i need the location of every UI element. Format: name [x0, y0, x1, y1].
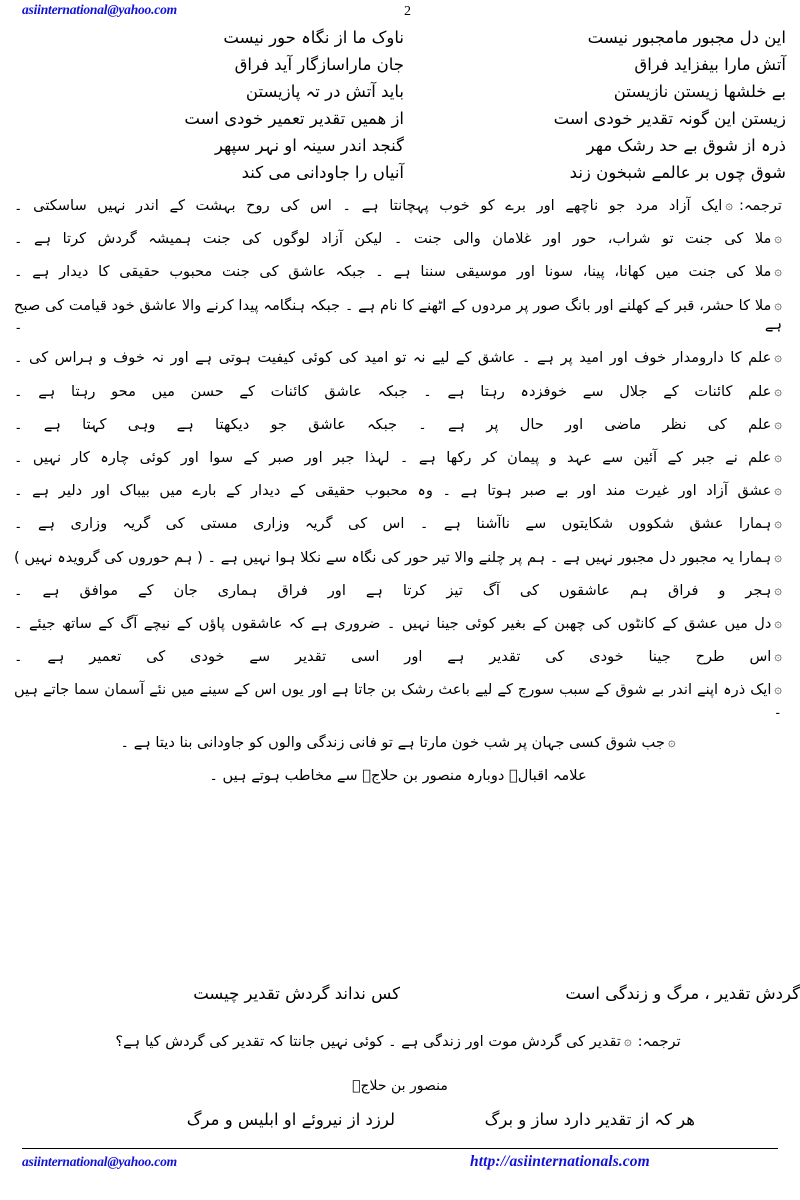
persian-verse-block-bottom-one: [0, 980, 800, 1007]
flower-bullet-icon: ۞: [774, 231, 782, 247]
hemistich-right: این دل مجبور مامجبور نیست: [587, 28, 786, 47]
page-footer: [0, 1154, 800, 1176]
translation-label: ترجمہ:: [738, 197, 782, 214]
flower-bullet-icon: ۞: [774, 582, 782, 598]
flower-bullet-icon: ۞: [774, 383, 782, 399]
verse-couplet: [0, 159, 800, 186]
hemistich-left: گنجد اندر سینہ او نہر سپهر: [214, 136, 404, 155]
verse-couplet: [0, 105, 800, 132]
flower-bullet-icon: ۞: [774, 264, 782, 280]
flower-bullet-icon: ۞: [774, 483, 782, 499]
flower-bullet-icon: ۞: [774, 297, 782, 313]
translation-line: [0, 481, 800, 501]
verse-couplet: [0, 24, 800, 51]
hemistich-right: هر کہ از تقدیر دارد ساز و برگ: [484, 1110, 695, 1129]
urdu-translation-section: [0, 196, 800, 800]
translation-line: [0, 448, 800, 468]
translation-text: دل میں عشق کے کانٹوں کی چھبن کے بغیر کوئی جینا نہیں ۔ ضروری ہے کہ عاشقوں پاؤں کے نیچے آگ کے ساتھ جیئے ۔: [14, 614, 772, 632]
translation-text: علم نے جبر کے آئین سے عہد و پیمان کر رکھا ہے ۔ لہذا جبر اور صبر کے سوا اور کوئی چارہ کار نہیں ۔: [14, 449, 772, 466]
page-number: 2: [404, 4, 411, 19]
flower-bullet-icon: ۞: [774, 516, 782, 532]
hemistich-left: ناوک ما از نگاہ حور نیست: [223, 28, 404, 47]
translation-text: علم کائنات کے جلال سے خوفزدہ رہتا ہے ۔ جبکہ عاشق کائنات کے حسن میں محو رہتا ہے ۔: [14, 382, 772, 400]
translation-line: [0, 296, 800, 335]
hemistich-right: زیستن این گونہ تقدیر خودی است: [553, 109, 786, 128]
translation-text: ملا کی جنت میں کھانا، پینا، سونا اور موسیقی سننا ہے ۔ جبکہ عاشق کی جنت محبوب حقیقی کا دیدار ہے ۔: [14, 263, 772, 281]
translation-line: [0, 348, 800, 368]
flower-bullet-icon: ۞: [774, 549, 782, 565]
closing-note-text: علامہ اقبالؒ دوبارہ منصور بن حلاجؒ سے مخاطب ہوتے ہیں ۔: [209, 767, 587, 785]
translation-text: ایک آزاد مرد جو ناچھے اور برے کو خوب پہچانتا ہے ۔ اس کی روح بہشت کے اندر نہیں ساسکتی ۔: [14, 197, 723, 214]
hemistich-left: کس نداند گردش تقدیر چیست: [193, 984, 400, 1003]
hemistich-left: جان ماراسازگار آید فراق: [234, 55, 404, 74]
hemistich-right: ذرہ از شوق بے حد رشک مهر: [586, 136, 786, 155]
translation-line: [0, 415, 800, 435]
hemistich-left: آنیاں را جاودانی می کند: [241, 163, 404, 182]
translation-text: ایک ذرہ اپنے اندر بے شوق کے سبب سورج کے لیے باعث رشک بن جاتا ہے اور یوں اس کے سینے میں نئے آسمان سما جاتے ہیں ۔: [14, 681, 782, 718]
flower-bullet-icon: ۞: [774, 649, 782, 665]
hemistich-right: گردش تقدیر ، مرگ و زندگی است: [565, 984, 800, 1003]
flower-bullet-icon: ۞: [623, 1034, 632, 1049]
translation-label: ترجمہ:: [637, 1033, 681, 1050]
translation-line: [0, 229, 800, 249]
verse-couplet: [0, 78, 800, 105]
flower-bullet-icon: ۞: [774, 682, 782, 698]
hemistich-right: آتش مارا بیفزاید فراق: [634, 55, 786, 74]
flower-bullet-icon: ۞: [774, 615, 782, 631]
page-header: [0, 2, 800, 24]
translation-line: [0, 680, 800, 719]
translation-text: جب شوق کسی جہان پر شب خون مارتا ہے تو فانی زندگی والوں کو جاودانی بنا دیتا ہے ۔: [120, 734, 665, 752]
footer-email-address: asiinternational@yahoo.com: [22, 1154, 177, 1169]
translation-text: ہمارا یہ مجبور دل مجبور نہیں ہے ۔ ہم پر چلنے والا تیر حور کی نگاہ سے نکلا ہوا نہیں ہے ۔ ( ہم حوروں کی گرویدہ نہیں ): [14, 548, 772, 566]
translation-line: [0, 262, 800, 282]
translation-text: ملا کی جنت تو شراب، حور اور غلامان والی جنت ۔ لیکن آزاد لوگوں کی جنت ہمیشہ گردش کرتا ہے ۔: [14, 230, 772, 248]
translation-line: [0, 548, 800, 568]
translation-line: [0, 581, 800, 601]
flower-bullet-icon: ۞: [774, 350, 782, 366]
translation-text: ہمارا عشق شکووں شکایتوں سے ناآشنا ہے ۔ اس کی گریہ وزاری مستی کی گریہ وزاری ہے ۔: [14, 515, 772, 533]
translation-text: اس طرح جینا خودی کی تقدیر ہے اور اسی تقدیر سے خودی کی تعمیر ہے ۔: [14, 648, 772, 666]
flower-bullet-icon: ۞: [774, 416, 782, 432]
translation-text: علم کی نظر ماضی اور حال پر ہے ۔ جبکہ عاشق جو دیکھتا ہے وہی کہتا ہے ۔: [14, 415, 772, 433]
translation-text: تقدیر کی گردش موت اور زندگی ہے ۔ کوئی نہیں جانتا کہ تقدیر کی گردش کیا ہے؟: [115, 1033, 621, 1050]
persian-verse-block-bottom-two: [0, 1106, 800, 1133]
translation-text: ملا کا حشر، قبر کے کھلنے اور بانگ صور پر مردوں کے اٹھنے کا نام ہے ۔ جبکہ ہنگامہ پیدا کرنے والا عاشق خود قیامت کی صبح ہے ۔: [14, 296, 782, 334]
hemistich-right: شوق چوں بر عالمے شبخون زند: [569, 163, 786, 182]
hemistich-left: لرزد از نیروئے او ابلیس و مرگ: [186, 1110, 395, 1129]
translation-line: [0, 196, 800, 216]
translation-text: عشق آزاد اور غیرت مند اور بے صبر ہوتا ہے ۔ وہ محبوب حقیقی کے دیدار کے بارے میں بیباک اور دلیر ہے ۔: [14, 482, 772, 500]
translation-line: [0, 614, 800, 634]
translation-line: [0, 647, 800, 667]
translation-line: [0, 382, 800, 402]
poet-attribution: منصور بن حلاجؒ: [352, 1078, 448, 1094]
hemistich-left: از همیں تقدیر تعمیر خودی است: [184, 109, 404, 128]
flower-bullet-icon: ۞: [725, 198, 733, 213]
translation-closing-note: [0, 766, 800, 786]
translation-text: ہجر و فراق ہم عاشقوں کی آگ تیز کرتا ہے اور فراق ہماری جان کے موافق ہے ۔: [14, 581, 772, 599]
header-email-address: asiinternational@yahoo.com: [22, 2, 177, 17]
verse-couplet: [0, 132, 800, 159]
hemistich-right: بے خلشها زیستن نازیستن: [613, 82, 786, 101]
bottom-translation-line: [0, 1033, 800, 1050]
verse-couplet: [0, 1106, 800, 1133]
flower-bullet-icon: ۞: [667, 735, 676, 751]
translation-line: [0, 514, 800, 534]
translation-line: [0, 733, 800, 753]
flower-bullet-icon: ۞: [774, 450, 782, 465]
footer-divider: [22, 1148, 778, 1149]
verse-couplet: [0, 51, 800, 78]
footer-website-url: http://asiinternationals.com: [470, 1153, 650, 1170]
persian-verse-block-top: [0, 24, 800, 186]
verse-couplet: [0, 980, 800, 1007]
hemistich-left: باید آتش در تہ پازیستن: [245, 82, 404, 101]
translation-text: علم کا دارومدار خوف اور امید پر ہے ۔ عاشق کے لیے نہ تو امید کی کوئی کیفیت ہوتی ہے اور نہ خوف و ہراس کی ۔: [14, 349, 772, 367]
